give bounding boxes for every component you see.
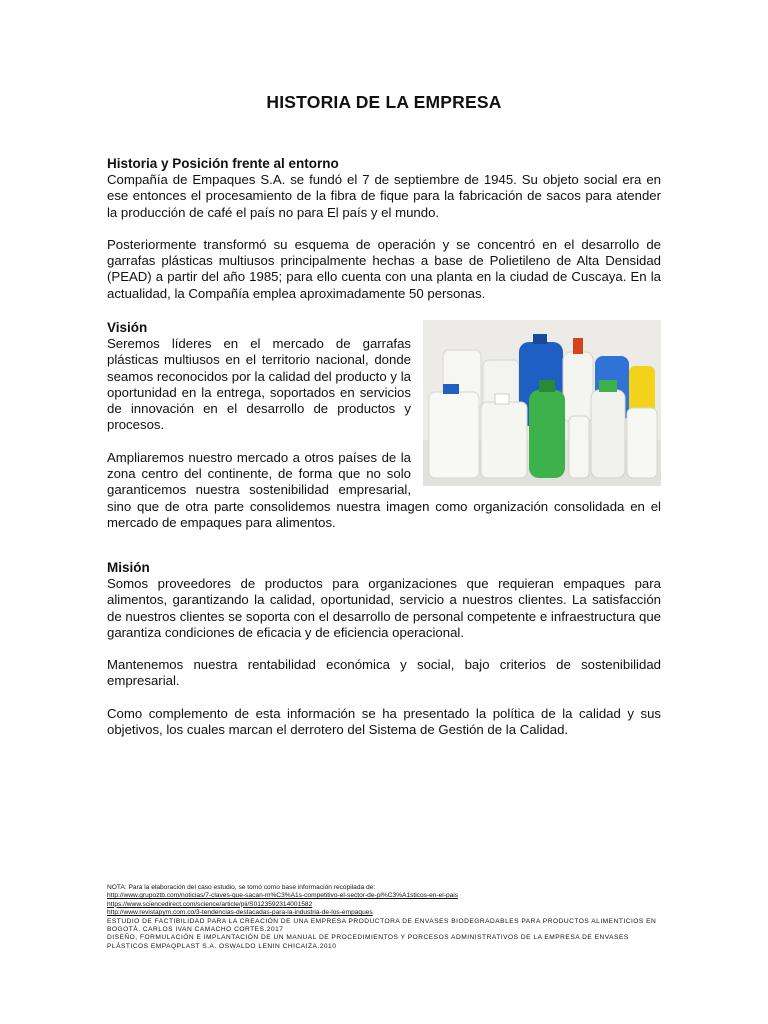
historia-heading: Historia y Posición frente al entorno (107, 156, 339, 171)
source-link-1[interactable]: http://www.grupoztb.com/noticias/7-claves-que-sacan-m%C3%A1s-competitivo-el-sector-de-pl%C3%A1sticos-en-el-pais (107, 892, 459, 900)
source-link-2[interactable]: https://www.sciencedirect.com/science/article/pii/S0123592314001582 (107, 900, 313, 908)
vision-heading: Visión (107, 320, 148, 335)
vision-section (107, 320, 661, 531)
vision-paragraph-2: Ampliaremos nuestro mercado a otros países de la zona centro del continente, de forma que no solo garanticemos nuestra sostenibilidad empresarial, sino que de otra parte consolidemos nuestra imagen como organización consolidada en el mercado de empaques para alimentos. (107, 449, 661, 530)
source-link-3[interactable]: http://www.revistapym.com.co/3-tendencias-destacadas-para-la-industria-de-los-empaques (107, 909, 373, 917)
reference-1: ESTUDIO DE FACTIBILIDAD PARA LA CREACIÓN DE UNA EMPRESA PRODUCTORA DE ENVASES BIODEGRADABLES PARA PRODUCTOS ALIMENTICIOS EN BOGOTÁ. CARLOS IVAN CAMACHO CORTES.2017 (107, 917, 657, 934)
page-title: HISTORIA DE LA EMPRESA (266, 92, 502, 112)
reference-2: DISEÑO, FORMULACIÓN E IMPLANTACIÓN DE UN MANUAL DE PROCEDIMIENTOS Y PORCESOS ADMINISTRATIVOS DE LA EMPRESA DE ENVASES PLÁSTICOS EMPAQPLAST S.A. OSWALDO LENIN CHICAIZA.2010 (107, 934, 629, 950)
vision-paragraph-1: Seremos líderes en el mercado de garrafas plásticas multiusos en el territorio nacional, donde seamos reconocidos por la calidad del producto y la oportunidad en la entrega, soportados en servicios de innovación en el desarrollo de productos y procesos. (107, 336, 411, 433)
bottles-illustration (423, 320, 661, 486)
historia-section (107, 156, 661, 302)
nota-text: NOTA: Para la elaboración del caso estudio, se tomó como base información recopilada de: (107, 884, 376, 891)
source-notes (107, 884, 667, 951)
mision-paragraph-3: Como complemento de esta información se ha presentado la política de la calidad y sus objetivos, los cuales marcan el derrotero del Sistema de Gestión de la Calidad. (107, 705, 661, 738)
mision-paragraph-1: Somos proveedores de productos para organizaciones que requieran empaques para alimentos, garantizando la calidad, oportunidad, servicio a nuestros clientes. La satisfacción de nuestros clientes se soporta con el desarrollo de personal competente e infraestructura que garantiza condiciones de eficacia y de eficiencia operacional. (107, 576, 661, 640)
mision-paragraph-2: Mantenemos nuestra rentabilidad económica y social, bajo criterios de sostenibilidad empresarial. (107, 657, 661, 689)
historia-paragraph-1: Compañía de Empaques S.A. se fundó el 7 de septiembre de 1945. Su objeto social era en ese entonces el procesamiento de la fibra de fique para la fabricación de sacos para atender la producción de café el país no para El país y el mundo. (107, 172, 661, 220)
mision-section (107, 560, 661, 738)
historia-paragraph-2: Posteriormente transformó su esquema de operación y se concentró en el desarrollo de garrafas plásticas multiusos principalmente hechas a base de Polietileno de Alta Densidad (PEAD) a partir del año 1985; para ello cuenta con una planta en la ciudad de Cuscaya. En la actualidad, la Compañía emplea aproximadamente 50 personas. (107, 236, 661, 301)
plastic-bottles-photo (423, 320, 661, 486)
mision-heading: Misión (107, 560, 150, 575)
